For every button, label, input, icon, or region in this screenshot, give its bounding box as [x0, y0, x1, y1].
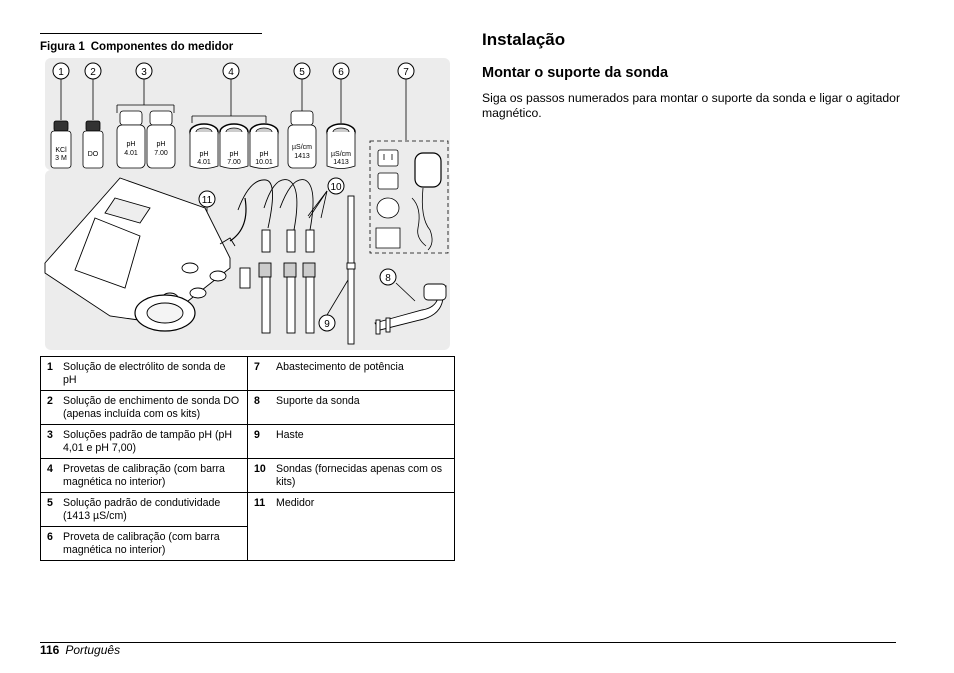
svg-text:6: 6 [338, 67, 344, 78]
svg-text:4.01: 4.01 [124, 150, 138, 157]
legend-row [41, 391, 455, 425]
callout-7 [398, 63, 414, 79]
legend-cell [41, 493, 248, 527]
electrolyte-bottle [51, 121, 71, 168]
svg-text:1413: 1413 [333, 159, 349, 166]
svg-text:10.01: 10.01 [255, 159, 273, 166]
svg-text:KCl: KCl [55, 147, 67, 154]
legend-number: 5 [47, 497, 53, 509]
page-footer [40, 643, 120, 657]
legend-text: Sondas (fornecidas apenas com os kits) [276, 463, 443, 488]
legend-text: Medidor [276, 497, 315, 509]
legend-number: 10 [254, 463, 266, 475]
conductivity-calibration-beaker [327, 124, 355, 169]
callout-8 [380, 269, 396, 285]
meter-components-illustration [40, 58, 452, 350]
instructions-paragraph: Siga os passos numerados para montar o suporte da sonda e ligar o agitador magnético. [482, 91, 901, 120]
svg-text:4.01: 4.01 [197, 159, 211, 166]
legend-number: 4 [47, 463, 53, 475]
calibration-beaker-1001 [250, 124, 278, 169]
figure-caption [40, 33, 262, 55]
callout-9 [319, 315, 335, 331]
legend-cell [248, 493, 455, 527]
svg-text:pH: pH [199, 151, 209, 158]
callout-10 [328, 178, 344, 194]
legend-text: Solução de enchimento de sonda DO (apenas incluída com os kits) [63, 395, 240, 420]
svg-text:pH: pH [229, 151, 239, 158]
svg-text:7.00: 7.00 [154, 150, 168, 157]
ph-buffer-bottle-700 [147, 111, 175, 168]
legend-text: Haste [276, 429, 304, 441]
svg-text:8: 8 [385, 273, 391, 284]
callout-2 [85, 63, 101, 79]
svg-text:10: 10 [330, 182, 342, 193]
legend-text: Solução padrão de condutividade (1413 µS/cm) [63, 497, 221, 522]
ph-buffer-bottle-401 [117, 111, 145, 168]
legend-row [41, 425, 455, 459]
svg-text:7.00: 7.00 [227, 159, 241, 166]
svg-text:1413: 1413 [294, 153, 310, 160]
svg-text:9: 9 [324, 319, 330, 330]
svg-text:µS/cm: µS/cm [292, 144, 312, 151]
section-title: Instalação [482, 30, 566, 49]
legend-text: Solução de electrólito de sonda de pH [63, 361, 226, 386]
svg-text:µS/cm: µS/cm [331, 151, 351, 158]
callout-6 [333, 63, 349, 79]
legend-row [41, 493, 455, 527]
legend-number: 6 [47, 531, 53, 543]
legend-cell [248, 459, 455, 493]
support-rod [347, 196, 355, 344]
footer-language: Português [65, 643, 121, 657]
legend-number: 7 [254, 361, 260, 373]
legend-number: 2 [47, 395, 53, 407]
page-number: 116 [40, 643, 60, 657]
components-legend-table [40, 356, 455, 561]
legend-cell [248, 425, 455, 459]
legend-cell [41, 459, 248, 493]
legend-cell [248, 357, 455, 391]
legend-text: Abastecimento de potência [276, 361, 404, 373]
legend-number: 8 [254, 395, 260, 407]
callout-11 [199, 191, 215, 207]
legend-cell [41, 425, 248, 459]
legend-text: Suporte da sonda [276, 395, 360, 407]
svg-text:1: 1 [58, 67, 64, 78]
svg-text:DO: DO [87, 151, 99, 158]
callout-4 [223, 63, 239, 79]
svg-text:2: 2 [90, 67, 96, 78]
legend-row [41, 459, 455, 493]
footer-rule [40, 642, 896, 643]
svg-text:5: 5 [299, 67, 305, 78]
legend-cell [248, 527, 455, 561]
calibration-beaker-401 [190, 124, 218, 169]
figure-caption-text: Componentes do medidor [90, 41, 234, 53]
conductivity-standard-bottle [288, 111, 316, 168]
subsection-title: Montar o suporte da sonda [482, 65, 669, 81]
legend-number: 1 [47, 361, 53, 373]
legend-cell [41, 357, 248, 391]
callout-1 [53, 63, 69, 79]
legend-row [41, 527, 455, 561]
legend-text: Soluções padrão de tampão pH (pH 4,01 e pH 7,00) [63, 429, 233, 454]
legend-number: 11 [254, 497, 266, 509]
svg-text:pH: pH [156, 141, 166, 148]
svg-text:7: 7 [403, 67, 409, 78]
legend-cell [248, 391, 455, 425]
do-fill-bottle [83, 121, 103, 168]
legend-cell [41, 527, 248, 561]
legend-text: Proveta de calibração (com barra magnética no interior) [63, 531, 220, 556]
svg-text:11: 11 [201, 195, 213, 206]
svg-text:pH: pH [126, 141, 136, 148]
figure-caption-label: Figura 1 [40, 41, 85, 53]
svg-text:4: 4 [228, 67, 234, 78]
legend-number: 3 [47, 429, 53, 441]
callout-5 [294, 63, 310, 79]
legend-number: 9 [254, 429, 260, 441]
svg-text:pH: pH [259, 151, 269, 158]
calibration-beaker-700 [220, 124, 248, 169]
legend-text: Provetas de calibração (com barra magnética no interior) [63, 463, 225, 488]
legend-row [41, 357, 455, 391]
svg-text:3 M: 3 M [55, 155, 67, 162]
legend-cell [41, 391, 248, 425]
callout-3 [136, 63, 152, 79]
svg-text:3: 3 [141, 67, 147, 78]
